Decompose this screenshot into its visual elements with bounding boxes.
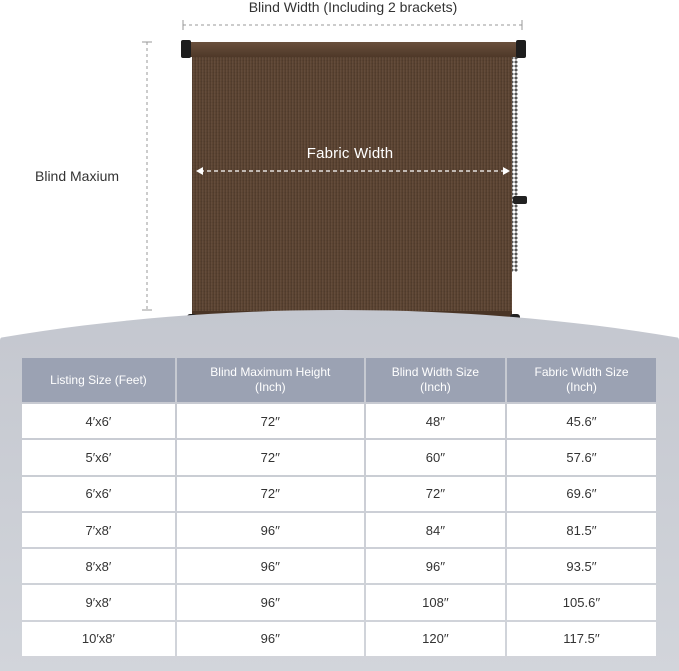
cell-blind-width: 72′′	[366, 477, 505, 511]
cell-blind-width: 120′′	[366, 622, 505, 656]
header-listing-size	[22, 358, 175, 402]
header-blind-width	[366, 358, 505, 402]
size-table	[20, 356, 658, 658]
cell-blind-width: 108′′	[366, 585, 505, 619]
cell-blind-width: 60′′	[366, 440, 505, 474]
blind-width-label: Blind Width (Including 2 brackets)	[248, 0, 458, 15]
header-fabric-width-text: Fabric Width Size	[534, 365, 629, 379]
cell-max-height: 72′′	[177, 404, 364, 438]
table-header-row	[22, 358, 656, 402]
table-row	[22, 549, 656, 583]
cell-blind-width: 96′′	[366, 549, 505, 583]
table-row	[22, 404, 656, 438]
cell-blind-width: 48′′	[366, 404, 505, 438]
header-max-height-text: Blind Maximum Height	[210, 365, 331, 379]
header-max-height-unit: (Inch)	[254, 380, 286, 394]
header-fabric-width	[507, 358, 656, 402]
cell-fabric-width: 93.5′′	[507, 549, 656, 583]
cell-listing-size: 7′x8′	[22, 513, 175, 547]
header-blind-width-unit: (Inch)	[420, 380, 451, 394]
arrow-right-icon	[503, 167, 510, 175]
cell-max-height: 96′′	[177, 513, 364, 547]
table-row	[22, 477, 656, 511]
arrow-left-icon	[196, 167, 203, 175]
cell-fabric-width: 81.5′′	[507, 513, 656, 547]
cell-max-height: 96′′	[177, 585, 364, 619]
cell-listing-size: 9′x8′	[22, 585, 175, 619]
cell-listing-size: 5′x6′	[22, 440, 175, 474]
header-blind-width-text: Blind Width Size	[391, 365, 480, 379]
cell-max-height: 72′′	[177, 477, 364, 511]
cell-fabric-width: 57.6′′	[507, 440, 656, 474]
table-row	[22, 513, 656, 547]
cell-max-height: 96′′	[177, 549, 364, 583]
cell-fabric-width: 69.6′′	[507, 477, 656, 511]
table-row	[22, 440, 656, 474]
cell-fabric-width: 117.5′′	[507, 622, 656, 656]
blind-max-label: Blind Maxium	[35, 168, 120, 184]
cell-fabric-width: 105.6′′	[507, 585, 656, 619]
table-row	[22, 622, 656, 656]
cell-listing-size: 10′x8′	[22, 622, 175, 656]
cell-listing-size: 4′x6′	[22, 404, 175, 438]
cell-max-height: 96′′	[177, 622, 364, 656]
cell-listing-size: 6′x6′	[22, 477, 175, 511]
header-max-height	[177, 358, 364, 402]
header-fabric-width-unit: (Inch)	[566, 380, 597, 394]
fabric-width-label: Fabric Width	[306, 145, 394, 162]
cell-max-height: 72′′	[177, 440, 364, 474]
cell-listing-size: 8′x8′	[22, 549, 175, 583]
header-listing-size-text: Listing Size (Feet)	[50, 372, 147, 387]
table-row	[22, 585, 656, 619]
cell-blind-width: 84′′	[366, 513, 505, 547]
cell-fabric-width: 45.6′′	[507, 404, 656, 438]
